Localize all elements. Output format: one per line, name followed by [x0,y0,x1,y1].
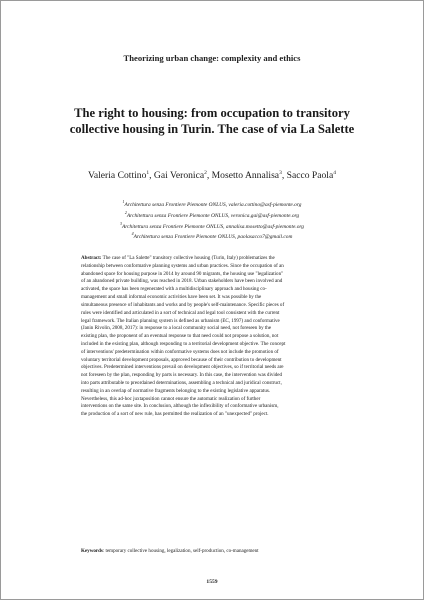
abstract-line: activated, the space has been regenerated with a multidisciplinary approach and housing co- [81,286,267,293]
abstract-line: interventions on the same site. In conclusion, although the inflexibility of conformative urbanism, [81,403,279,410]
affiliation-mark: 4 [131,231,134,237]
author-name: Mosetto Annalisa [211,170,280,182]
affiliation [1,209,423,220]
abstract-line: of an abandoned private building, was reached in 2018. Urban stakeholders have been involved and [81,278,283,285]
author-name: Sacco Paola [286,170,334,182]
abstract-line: not foreseen by the plan, responding by parts is necessary. In this case, the intervention was divided [81,372,283,379]
affiliation [1,230,423,241]
abstract-line: existing plan, the proponent of an eventual response to that need could not propose a solution, not [81,333,279,340]
abstract-line: Nevertheless, this ad-hoc juxtaposition cannot ensure the automatic realization of further [81,395,261,402]
author-mark: 1 [146,170,150,176]
abstract-line: objectives. Predetermined interventions prevail on development objectives, so if territorial needs are [81,364,284,371]
section-header: Theorizing urban change: complexity and ethics [123,53,301,63]
abstract-label: Abstract: [81,255,102,261]
affiliation-text: Architettura senza Frontiere Piemonte ONLUS, valeria.cottino@asf-piemonte.org [124,201,302,208]
abstract-line: voluntary territorial development proposals, approved because of their contribution to development [81,356,282,363]
keywords [81,548,347,555]
affiliation-text: Architettura senza Frontiere Piemonte ONLUS, veronica.gai@asf-piemonte.org [126,212,300,219]
author-mark: 4 [333,170,336,176]
abstract [81,255,347,419]
abstract-line: into parts attributable to preordained determinations, assembling a technical and juridical construct, [81,380,282,386]
abstract-line: abandoned space for housing purpose in 2014 by around 90 migrants, the housing use "legalization" [81,270,284,277]
affiliation-mark: 1 [122,199,125,204]
paper-title-line: The right to housing: from occupation to transitory [74,106,350,120]
abstract-line [81,255,347,263]
abstract-line: legal framework. The Italian planning system is defined as urbanism (EC, 1997) and conformative [81,317,280,324]
author-mark: 2 [204,170,207,176]
abstract-line: resulting in an overlap of normative fragments belonging to the existing legislative apparatus. [81,387,271,394]
abstract-line: included in the existing plan, although responding to a territorial development objective. The concept [81,340,286,347]
paper-title-line: collective housing in Turin. The case of via La Salette [69,122,355,136]
abstract-line: simultaneous presence of inhabitants and works and by people's self-maintenance. Specific pieces of [81,301,285,308]
affiliation-mark: 2 [124,209,127,215]
abstract-line: relationship between conformative planning systems and urban practices. Since the occupation of an [81,262,284,269]
author-mark: 3 [279,170,282,176]
abstract-line: of interventions' predetermination within conformative systems does not include the promotion of [81,348,279,355]
affiliation-text: Architettura senza Frontiere Piemonte ONLUS, annalisa.mosetto@asf-piemonte.org [121,223,305,230]
paper-title [41,105,383,137]
author-list: Valeria Cottino$^1$, Gai Veronica$^2$, Mosetto Annalisa$^3$, Sacco Paola$^4$ [88,170,336,182]
affiliation-list [1,198,423,241]
abstract-line: rules were identified and articulated in a sort of technical and legal tool consistent with the current [81,309,280,316]
keywords-text: : temporary collective housing, legalization, self-production, co-management [102,548,259,554]
abstract-line: management and small informal economic activities have been set. It was possible by the [81,294,262,301]
abstract-line: (Janin Rivolin, 2008, 2017): in response to a local community social need, not foreseen by the [81,325,272,332]
abstract-first-line: The case of "La Salette" transitory collective housing (Turin, Italy) problematizes the [102,255,275,261]
affiliation [1,198,423,209]
author-name: Valeria Cottino [88,170,147,182]
abstract-line: the production of a sort of new rule, has permitted the realization of an "unexpected" project. [81,411,269,418]
affiliation-text: Architettura senza Frontiere Piemonte ONLUS, paolasacco7@gmail.com [133,234,293,241]
affiliation-mark: 3 [119,220,122,226]
author-name: Gai Veronica [153,170,205,182]
affiliation [1,220,423,231]
keywords-label: Keywords [81,548,103,554]
page-number: 1559 [206,579,218,585]
